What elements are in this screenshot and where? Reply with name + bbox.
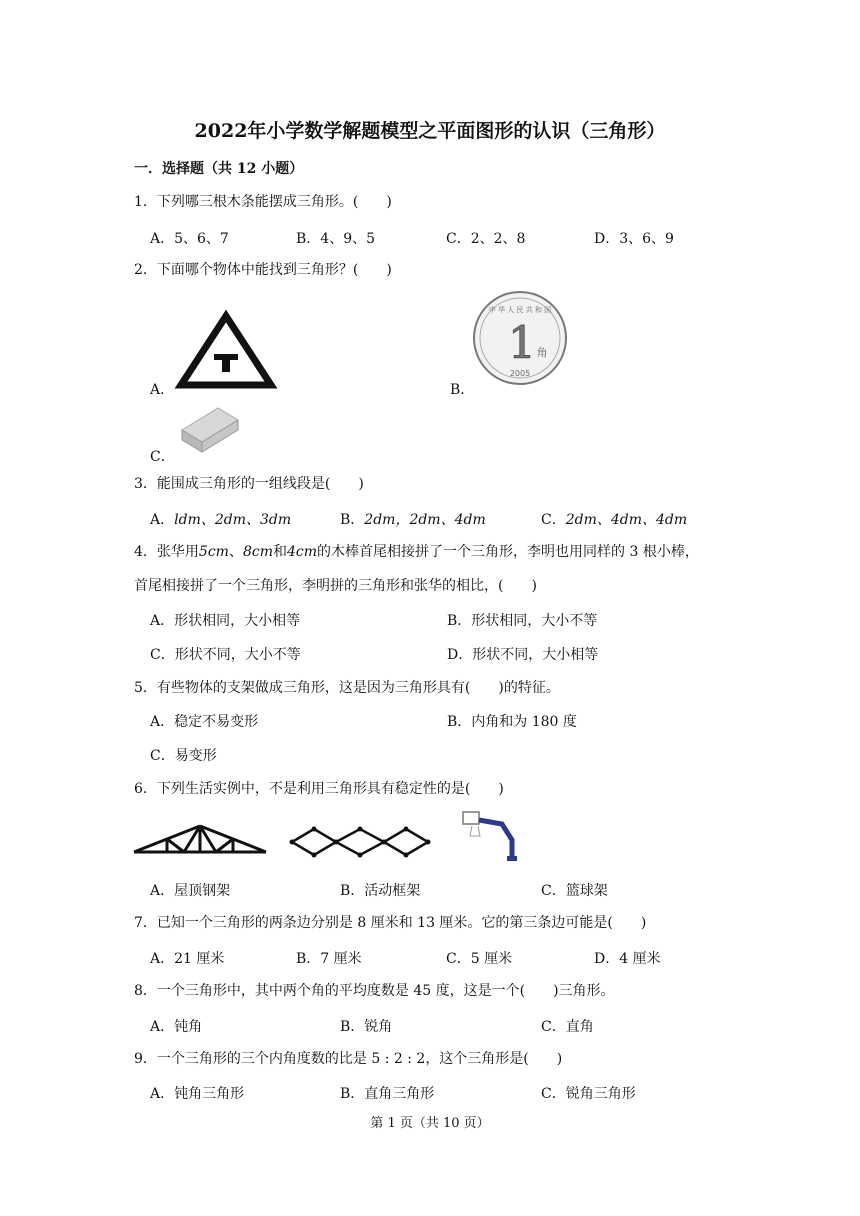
triangle-sign-image bbox=[178, 312, 274, 388]
question-8-stem: 8．一个三角形中，其中两个角的平均度数是 45 度，这是一个( )三角形。 bbox=[134, 983, 615, 999]
q7-option-c[interactable]: C．5 厘米 bbox=[446, 951, 513, 967]
q8-option-b[interactable]: B．锐角 bbox=[340, 1019, 393, 1035]
q3-option-b[interactable] bbox=[340, 509, 486, 529]
question-5-stem: 5．有些物体的支架做成三角形，这是因为三角形具有( )的特征。 bbox=[134, 680, 560, 696]
question-4-stem-line2: 首尾相接拼了一个三角形，李明拼的三角形和张华的相比，( ) bbox=[134, 578, 537, 594]
q3-option-a-label: A． bbox=[150, 512, 175, 528]
coin-image bbox=[472, 290, 568, 386]
q4-option-d[interactable]: D．形状不同，大小相等 bbox=[447, 647, 599, 663]
page-footer: 第 1 页（共 10 页） bbox=[370, 1116, 490, 1131]
movable-frame-image bbox=[290, 826, 430, 858]
q1-option-b[interactable]: B．4、9、5 bbox=[296, 231, 376, 247]
q7-option-a[interactable]: A．21 厘米 bbox=[150, 951, 225, 967]
question-3-stem: 3．能围成三角形的一组线段是( ) bbox=[134, 476, 364, 492]
q4-length-3: 4cm bbox=[286, 544, 318, 560]
q3-option-c-math: 2dm、4dm、4dm bbox=[565, 512, 688, 528]
q4-sep: 和 bbox=[272, 544, 287, 560]
question-6-stem: 6．下列生活实例中，不是利用三角形具有稳定性的是( ) bbox=[134, 781, 504, 797]
q8-option-c[interactable]: C．直角 bbox=[541, 1019, 594, 1035]
q9-option-b[interactable]: B．直角三角形 bbox=[340, 1086, 435, 1102]
question-4-stem-line1 bbox=[134, 541, 699, 561]
question-2-stem: 2．下面哪个物体中能找到三角形？( ) bbox=[134, 262, 392, 278]
q2-option-c[interactable]: C． bbox=[150, 449, 175, 465]
q9-option-a[interactable]: A．钝角三角形 bbox=[150, 1086, 245, 1102]
q6-option-c[interactable]: C．篮球架 bbox=[541, 883, 608, 899]
q1-option-c[interactable]: C．2、2、8 bbox=[446, 231, 526, 247]
question-9-stem: 9．一个三角形的三个内角度数的比是 5 : 2 : 2，这个三角形是( ) bbox=[134, 1051, 563, 1067]
q4-option-c[interactable]: C．形状不同，大小不等 bbox=[150, 647, 301, 663]
basketball-stand-image bbox=[460, 810, 520, 862]
q4-text: 4．张华用 bbox=[134, 544, 199, 560]
q5-option-a[interactable]: A．稳定不易变形 bbox=[150, 714, 259, 730]
coin-numeral: 1 bbox=[508, 318, 536, 369]
q2-option-a[interactable]: A． bbox=[150, 382, 175, 398]
q6-option-b[interactable]: B．活动框架 bbox=[340, 883, 421, 899]
brick-image bbox=[176, 400, 242, 454]
q1-option-d[interactable]: D．3、6、9 bbox=[594, 231, 674, 247]
q3-option-c-label: C． bbox=[541, 512, 566, 528]
question-1-stem: 1．下列哪三根木条能摆成三角形。( ) bbox=[134, 194, 392, 210]
q4-option-a[interactable]: A．形状相同，大小相等 bbox=[150, 613, 301, 629]
coin-top-text: 中 华 人 民 共 和 国 bbox=[488, 306, 552, 314]
q6-option-a[interactable]: A．屋顶钢架 bbox=[150, 883, 231, 899]
q8-option-a[interactable]: A．钝角 bbox=[150, 1019, 203, 1035]
q4-length-1: 5cm bbox=[198, 544, 229, 560]
q5-option-c[interactable]: C．易变形 bbox=[150, 748, 217, 764]
q4-sep: 、 bbox=[228, 544, 243, 560]
q3-option-b-label: B． bbox=[340, 512, 365, 528]
q2-option-b[interactable]: B． bbox=[450, 382, 475, 398]
q3-option-c[interactable] bbox=[541, 509, 687, 529]
q3-option-b-math: 2dm，2dm、4dm bbox=[364, 512, 486, 528]
q7-option-b[interactable]: B．7 厘米 bbox=[296, 951, 362, 967]
q5-option-b[interactable]: B．内角和为 180 度 bbox=[447, 714, 577, 730]
q1-option-a[interactable]: A．5、6、7 bbox=[150, 231, 229, 247]
coin-year: 2005 bbox=[509, 369, 531, 378]
q4-length-2: 8cm bbox=[242, 544, 273, 560]
q3-option-a-math: ldm、2dm、3dm bbox=[174, 512, 292, 528]
section-heading: 一．选择题（共 12 小题） bbox=[134, 161, 304, 177]
q3-option-a[interactable] bbox=[150, 509, 291, 529]
roof-truss-image bbox=[132, 822, 268, 856]
q7-option-d[interactable]: D．4 厘米 bbox=[594, 951, 661, 967]
page-title: 2022年小学数学解题模型之平面图形的认识（三角形） bbox=[194, 120, 666, 142]
q4-text: 的木棒首尾相接拼了一个三角形，李明也用同样的 3 根小棒， bbox=[317, 544, 699, 560]
q9-option-c[interactable]: C．锐角三角形 bbox=[541, 1086, 636, 1102]
q4-option-b[interactable]: B．形状相同，大小不等 bbox=[447, 613, 598, 629]
question-7-stem: 7．已知一个三角形的两条边分别是 8 厘米和 13 厘米。它的第三条边可能是( ) bbox=[134, 915, 647, 931]
coin-unit: 角 bbox=[536, 346, 548, 359]
